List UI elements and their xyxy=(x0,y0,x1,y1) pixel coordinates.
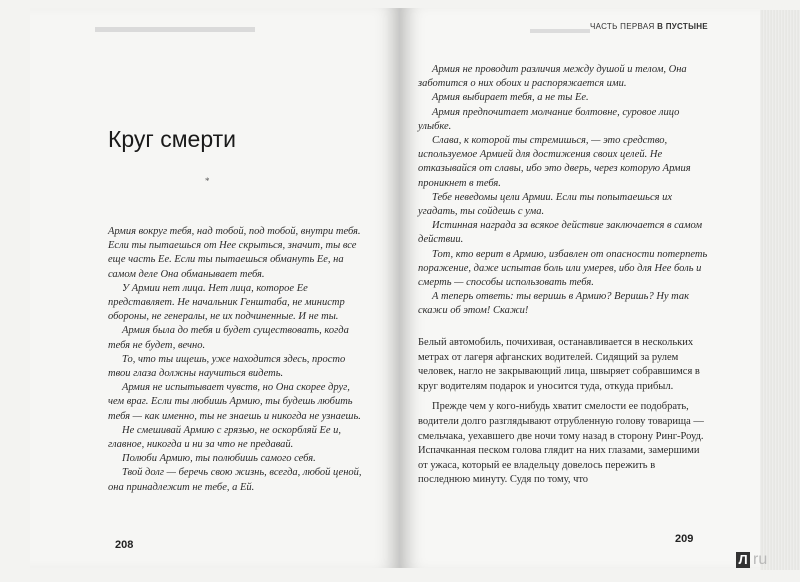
page-number-left: 208 xyxy=(115,539,134,551)
right-italic-text xyxy=(418,63,708,319)
watermark xyxy=(736,551,767,569)
paragraph: Тебе неведомы цели Армии. Если ты попытаешься их угадать, ты сойдешь с ума. xyxy=(418,191,673,218)
paragraph: То, что ты ищешь, уже находится здесь, просто твои глаза должны научиться видеть. xyxy=(108,353,346,380)
paragraph: Слава, к которой ты стремишься, — это средство, используемое Армией для достижения своих целей. Не отказывайся от славы, ибо это дверь, через которую Армия проникнет в тебя. xyxy=(418,135,691,189)
right-header-faint xyxy=(530,29,590,33)
paragraph: Армия не проводит различия между душой и телом, Она заботится о них обоих и распоряжается ими. xyxy=(418,64,687,90)
chapter-title: Круг смерти xyxy=(108,126,236,152)
header-part-label: ЧАСТЬ ПЕРВАЯ xyxy=(590,22,655,31)
watermark-logo-icon: Л xyxy=(736,552,750,568)
watermark-text: ru xyxy=(753,551,768,568)
ornament-mark: * xyxy=(205,176,210,186)
paragraph: Не смешивай Армию с грязью, не оскорбляй Ее и, главное, никогда и ни за что не предавай. xyxy=(108,424,342,451)
page-number-right: 209 xyxy=(675,533,694,545)
paragraph: Тот, кто верит в Армию, избавлен от опасности потерпеть поражение, даже испытав боль или умерев, ибо для Нее боль и смерть — способы использовать тебя. xyxy=(418,248,708,289)
paragraph: Истинная награда за всякое действие заключается в самом действии. xyxy=(418,220,703,246)
paragraph: Белый автомобиль, почихивая, останавливается в нескольких метрах от лагеря афганских водителей. Сидящий за рулем человек, нагло не закрывающий лица, швыряет собравшимся в круг водителям подарок и уносится туда, откуда прибыл. xyxy=(418,337,700,392)
left-body-text xyxy=(108,225,363,495)
paragraph: Прежде чем у кого-нибудь хватит смелости ее подобрать, водители долго разглядывают отрубленную голову товарища — смельчака, уехавшего две ночи тому назад в сторону Ринг-Роуд. Испачканная песком голова глядит на них глазами, замершими от ужаса, который ее владельцу довелось пережить в последнюю минуту. Судя по тому, что xyxy=(418,401,704,486)
paragraph: У Армии нет лица. Нет лица, которое Ее представляет. Не начальник Генштаба, не министр обороны, не генералы, не их подчиненные. И не ты. xyxy=(108,282,345,323)
paragraph: Твой долг — беречь свою жизнь, всегда, любой ценой, она принадлежит не тебе, а Ей. xyxy=(108,467,362,493)
right-body-text xyxy=(418,336,708,488)
paragraph: Армия вокруг тебя, над тобой, под тобой, внутри тебя. Если ты пытаешься от Нее скрыться, значит, ты все еще часть Ее. Если ты пытаешься обмануть Ее, на самом деле Она обманывает тебя. xyxy=(108,226,361,280)
paragraph: Армия не испытывает чувств, но Она скорее друг, чем враг. Если ты любишь Армию, ты будешь любить тебя — как именно, ты не знаешь и никогда не узнаешь. xyxy=(108,382,361,422)
paragraph: Армия была до тебя и будет существовать, когда тебя не будет, вечно. xyxy=(108,325,349,351)
right-running-header xyxy=(590,22,708,31)
paragraph: Армия предпочитает молчание болтовне, суровое лицо улыбке. xyxy=(418,106,680,132)
paragraph: Полюби Армию, ты полюбишь самого себя. xyxy=(122,453,316,465)
paragraph: А теперь ответь: ты веришь в Армию? Веришь? Ну так скажи об этом! Скажи! xyxy=(418,291,690,317)
left-running-header xyxy=(95,27,255,32)
page-edges xyxy=(760,10,800,570)
paragraph: Армия выбирает тебя, а не ты Ее. xyxy=(432,92,589,104)
header-section-label: В ПУСТЫНЕ xyxy=(657,22,708,31)
